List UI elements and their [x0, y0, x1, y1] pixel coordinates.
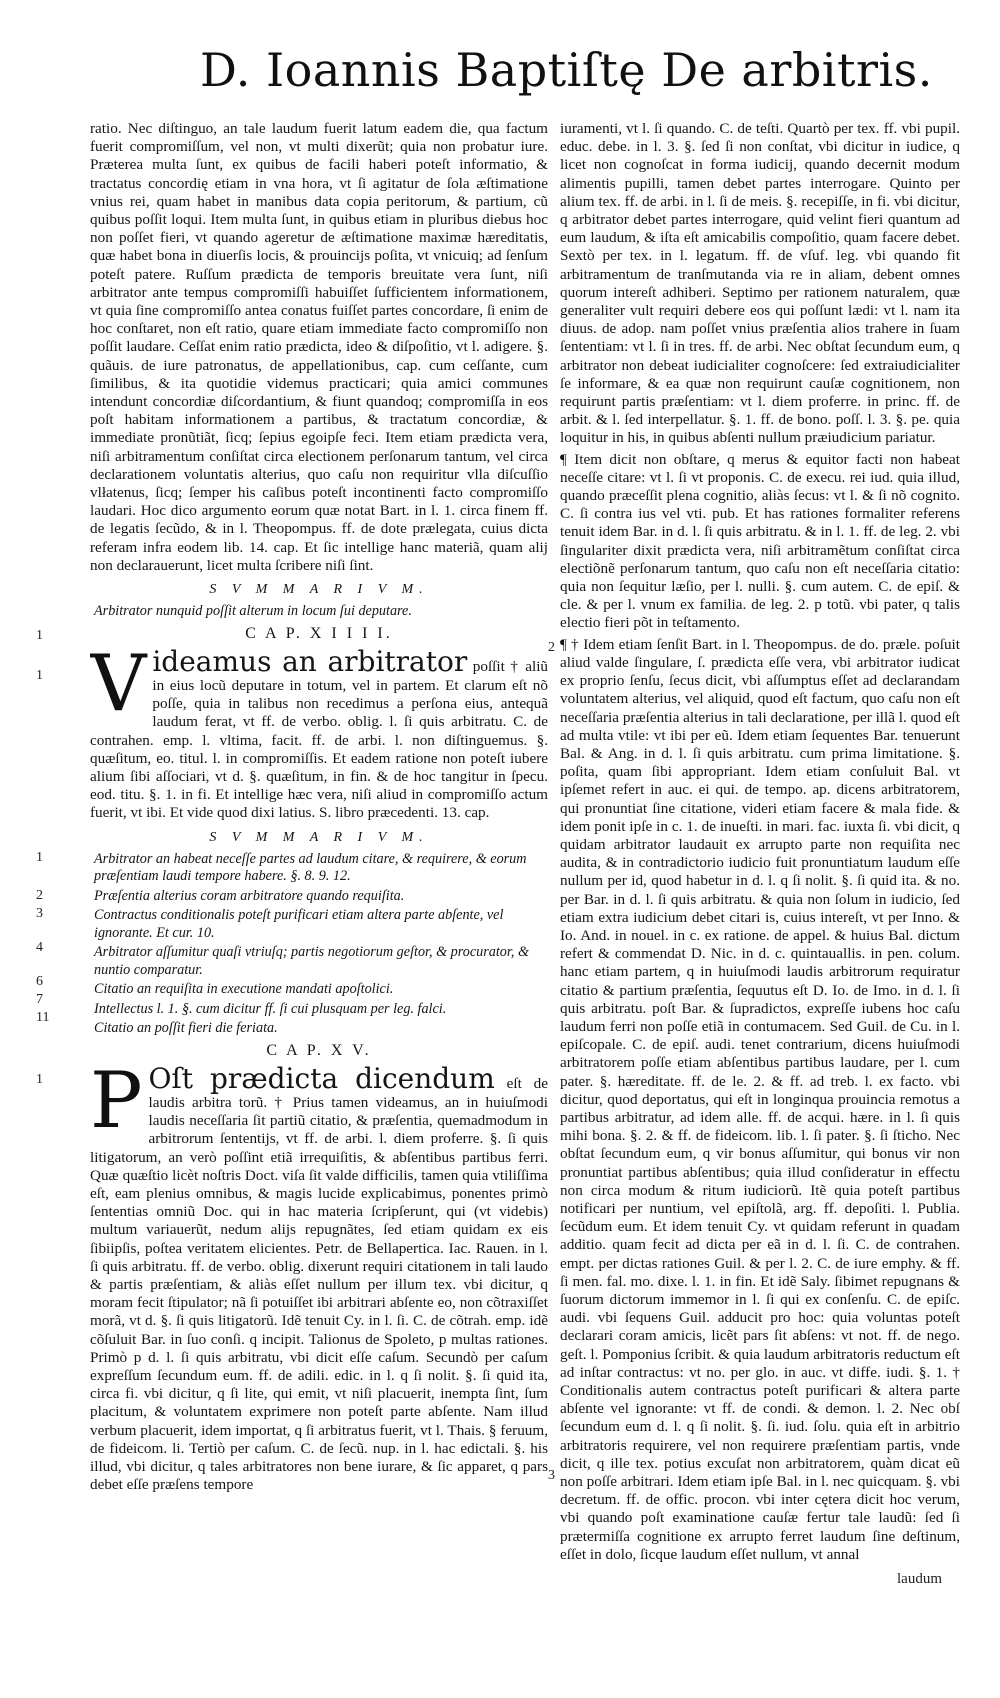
margin-number: 2 [548, 640, 555, 655]
right-column [560, 120, 960, 1695]
summarium-item [90, 944, 548, 979]
opening-words: Oſt prædicta dicendum [148, 1062, 495, 1096]
summarium-item [90, 603, 548, 621]
margin-number: 1 [36, 668, 43, 683]
margin-number: 1 [36, 1072, 43, 1087]
summarium-list [90, 851, 548, 1038]
right-paragraph: ¶ Item dicit non obſtare, q merus & equitor facti non habeat neceſſe citare: vt l. ſi vt proponis. C. de execu. rei iud. quia illud, quando præceſſit plena cognitio, aliàs ſecus: vt l. & ſi nõ cognito. C. ſi contra ius vel vti. pub. Et has rationes formaliter referens tenuit idem Bar. in d. l. ſi quis arbitratu. & in l. 1. ff. de leg. 2. vbi ſingulariter dixit prædicta vera, niſi arbitramẽtum conſiſtat circa electiõnẽ perſonarum tantum, quo caſu non eſt neceſſaria citatio: quia non ſequitur læſio, per l. nulli. §. cum autem. C. de epiſ. & cle. & per l. vnum ex familia. de leg. 2. p totũ. vbi pater, q talis electio fieri põt in teſtamento. [560, 450, 960, 632]
margin-number: 4 [36, 940, 43, 955]
summarium-item-text: Contractus conditionalis poteſt purificari etiam altera parte abſente, vel ignorante. Et cur. 10. [94, 907, 504, 941]
opening-words: ideamus an arbitrator [152, 644, 468, 678]
margin-number: 1 [36, 850, 43, 865]
left-intro-paragraph: ratio. Nec diſtinguo, an tale laudum fuerit latum eadem die, qua factum fuerit compromiſſum, vel non, vt multi dixerũt; quia non probatur iure. Præterea multa ſunt, ex quibus de facili haberi poteſt informatio, & tractatus concordię etiam in vna hora, vt ſi agitatur de ſola æſtimatione vnius rei, quam habet in manibus data copia peritorum, & partium, cũ quibus poſſit loqui. Item multa ſunt, in quibus etiam in pluribus diebus hoc non poſſet fieri, vt quando ageretur de æſtimatione maximæ hæreditatis, quæ habet bona in diuerſis locis, & prouincijs poſita, vt vnicuiq; ad ſenſum poteſt patere. Ruſſum prædicta de temporis breuitate vera ſunt, niſi arbitrator ante tempus compromiſſi habuiſſet ſufficientem informationem, vt quia ſine compromiſſo antea conatus fuiſſet partes concordare, ſi enim de hoc conſtaret, non eſt ratio, quare etiam immediate facto compromiſſo non poſſit laudare. Ceſſat enim ratio prædicta, ideo & diſpoſitio, vt l. adigere. §. quãuis. de iure patronatus, de appellationibus, cap. cum ceſſante, cum ſimilibus, & ita quotidie videmus practicari; quia amici communes intendunt concordiæ diſcordantium, & fiunt quandoq; compromiſſa in eos poſt habitam informationem a partibus, & tractatum concordiæ, & immediate pronũtiãt, ſicq; ſepius egoipſe feci. Item etiam prædicta vera, niſi arbitramentum conſiſtat circa electionem perſonarum tantum, vel circa declarationem voluntatis alterius, quo caſu non requiritur vlla diſcuſſio vlłatenus, ſicq; ſemper his caſibus poteſt incontinenti facto compromiſſo laudari. Hoc dico argumento eorum quæ notat Bart. in l. 1. circa finem ff. de legatis ſecũdo, & in l. Theopompus. ff. de dote prælegata, cuius dicta referam infra eodem lib. 14. cap. Et ſic intellige hanc materiã, quam alij non declarauerunt, licet multa ſcribere niſi ſint. [90, 120, 548, 574]
drop-cap: V [90, 638, 147, 729]
right-paragraph: ¶ † Idem etiam ſenſit Bart. in l. Theopompus. de do. præle. poſuit aliud valde ſingulare, ſ. prædicta eſſe vera, vbi arbitrator iudicat ex proprio ſenſu, ſecus dicit, vbi aſſumptus eſſet ad declarandam voluntatem alterius, vel aliquid, quod eſt factum, quo caſu non eſt neceſſaria præſentia alterius in tali declaratione, per illã l. quod eſt ad multa vtile: vt ibi per eũ. Idem etiam ſequentes Bar. tenuerunt Bal. & Ang. in d. l. ſi quis arbitratu. cum prima limitatione. §. poſita, quam ſibi appropriant. Idem etiam conſuluit Bal. vt ipſemet refert in auc. ei qui. de tempo. ap. dicens arbitratorem, qui pronuntiat ſine citatione, videri etiam facere & mala fide. & idem ponit ipſe in c. 1. de inueſti. in mari. fac. iuxta ſi. vbi dicit, q quidam arbitrator laudauit ex arrupto parte non requiſita nec audita, & in contradictorio iudicio fuit pronuntiatum laudum eſſe nullum per id, quod habetur in d. l. q ſi nolit. §. ſi quid ita. & no. per Bar. in d. l. ſi quis arbitratu. & quia non ſolum in iudicio, ſed etiam extra iudicium debet citari is, cuius intereſt, vt per Inno. & Io. And. in nouel. in c. ex ratione. de appel. & huius Bal. dictum refert & commendat D. Nic. in d. c. quintauallis. in pen. colum. hanc etiam partem, q in huiuſmodi laudis arbitrorum requiratur citatio & partium præſentia, ſequutus eſt D. Io. de Imo. in d. l. ſi quis arbitratu. poſt Bar. & ſupradictos, expreſſe iubens hoc caſu laudum ferri non poſſe etiã in contumacem. Sed Guil. de Cu. in l. epiſcopale. C. de epiſ. audi. tenet contrarium, dicens huiuſmodi arbitratorem poſſe etiam abſentibus partibus laudare, per l. cum pater. §. hæreditate. ff. de le. 2. & ff. ad treb. l. ex facto. vbi dicitur, quod deportatus, qui eſt in longinqua prouincia remotus a partibus arbitratur, ad idem alle. ff. de acqui. hære. in l. ſi quis mihi bona. §. 2. & ff. de fideicom. lib. l. ſi pater. §. ſi ſticho. Nec obſtat ſecundum eum, q vir bonus aſſumitur, qui bonus vir non pronuntiat partibus abſentibus; quia illud conſideratur in effectu non circa modum & ritum iudiciorũ. Itẽ quia poteſt partibus notificari per nuntium, vel epiſtolã, arg. ff. depoſiti. l. Publia. ſecũdum eum. Et idem tenuit Cy. vt quidam referunt in quadam additio. quam fecit ad dicta per eã in d. l. ſi. C. de contrahen. empt. per dictas rationes Guil. & per l. 2. C. de iure emphy. & ff. ſi men. fal. mo. dixe. l. 1. in fin. Et idẽ Saly. ſibimet repugnans & ſuorum dictorum immemor in l. ſi qui ex conſenſu. C. de epiſc. audi. vbi ſequens Guil. adducit pro hoc: quia voluntas poteſt declarari coram amicis, licẽt pars ſit abſens: vt not. ff. de nego. geſt. l. Pomponius ſcribit. & quia laudum arbitratoris reductum eſt ad inſtar contractus: vt no. per glo. in auc. vt diffe. iudi. §. 1. † Conditionalis autem contractus poteſt purificari & altera parte abſente vel ignorante: vt ff. de condi. & demon. l. 2. Nec obſ ſecundum eum d. l. q ſi nolit. §. ſi. iud. ſolu. quia eſt in arbitrio arbitratoris requirere, vel non requirere præſentiam partis, vnde dicit, q ille tex. potius excuſat non arbitratorem, quàm dicat eũ non poſſe arbitrari. Idem etiam ipſe Bal. in l. nec quicquam. §. vbi decretum. ff. de offic. procon. vbi inter cętera dicit hoc verum, vbi quando poſt examinatione cauſæ fertur tale laudũ: ſed ſi prætermiſſa cognitione ex arrupto ferret laudum ſine deſtinum, eſſet in dolo, ſicque laudum eſſet nullum, vt annal [560, 635, 960, 1563]
drop-cap: P [90, 1056, 143, 1147]
margin-number: 7 [36, 992, 43, 1007]
margin-number: 2 [36, 888, 43, 903]
summarium-item-text: Arbitrator nunquid poſſit alterum in locum ſui deputare. [94, 603, 412, 620]
summarium-item [90, 1001, 548, 1019]
catchword: laudum [897, 1571, 942, 1587]
chapter-opening-paragraph [90, 638, 548, 823]
summarium-item-text: Arbitrator an habeat neceſſe partes ad laudum citare, & requirere, & eorum præſentiam laudi tempore habere. §. 8. 9. 12. [94, 850, 527, 885]
margin-number: 6 [36, 974, 43, 989]
margin-number: 11 [36, 1010, 50, 1025]
summarium-heading: S V M M A R I V M. [209, 582, 429, 598]
summarium-item-text: Citatio an requiſita in executione mandati apoſtolici. [94, 981, 394, 998]
summarium-heading: S V M M A R I V M. [209, 829, 429, 845]
summarium-item-text: Arbitrator aſſumitur quaſi vtriuſq; partis negotiorum geſtor, & procurator, & nuntio comparatur. [94, 944, 529, 978]
summarium-item-text: Præſentia alterius coram arbitratore quando requiſita. [94, 887, 405, 904]
running-title: D. Ioannis Baptiſtę De arbitris. [200, 43, 933, 97]
margin-number: 1 [36, 628, 43, 643]
summarium-item [90, 851, 548, 886]
left-column [90, 120, 548, 1650]
summarium-list [90, 603, 548, 621]
summarium-item-text: Intellectus l. 1. §. cum dicitur ff. ſi cui plusquam per leg. falci. [94, 1000, 447, 1017]
summarium-item-text: Citatio an poſſit fieri die feriata. [94, 1020, 278, 1037]
chapter-opening-paragraph [90, 1056, 548, 1494]
summarium-item [90, 888, 548, 906]
right-paragraph: iuramenti, vt l. ſi quando. C. de teſti. Quartò per tex. ff. vbi pupil. educ. debe. in l. 3. §. ſed ſi non conſtat, vbi dicitur in iudice, q licet non cognoſcat in forma iudicij, quando decernit modum alimentis pupilli, tamen debet partes interrogare. Quinto per alium tex. ff. de arbi. in l. ſi de meis. §. recepiſſe, in fi. vbi dicitur, q arbitrator debet partes interrogare, quid velint fieri quantum ad eum laudum, & iſta eſt amicabilis compoſitio, quam facere debet. Sextò per tex. in l. legatum. ff. de vſuf. leg. vbi quando fit arbitramentum de tranſmutanda via re in aliam, debent omnes quorum intereſt adhiberi. Septimo per rationem naturalem, quæ generaliter vult requiri debere eos qui poſſunt lædi: vt l. nam ita diuus. de adop. nam poſſet vnius præſentia alios trahere in ſuam ſententiam: vt l. ſi in tres. ff. de arbi. Nec obſtat ſecundum eum, q arbitrator non debeat iudicialiter cognoſcere: ſed extraiudicialiter ſe informare, & ea quæ non requirunt cauſæ cognitionem, non requirunt partis præſentiam: vt l. diem proferre. in princ. ff. de arbit. & l. ſed interpellatur. §. 1. ff. de bono. poſſ. l. 3. §. pe. quia loquitur in his, in quibus abſenti nullum præiudicium pariatur. [560, 120, 960, 447]
summarium-item [90, 907, 548, 942]
summarium-item [90, 981, 548, 999]
margin-number: 3 [548, 1468, 555, 1483]
chapter-heading: C A P. X I I I I. [245, 624, 393, 642]
margin-number: 3 [36, 906, 43, 921]
summarium-item [90, 1020, 548, 1038]
chapter-heading: C A P. X V. [266, 1041, 372, 1059]
chapter-text: poſſit † aliũ in eius locũ deputare in totum, vel in partem. Et clarum eſt nõ poſſe, quia in talibus non recedimus a perſona eius, antequã laudum ferat, vt ff. de verbo. oblig. l. ſi quis arbitratu. C. de contrahen. emp. l. vltima, facit. ff. de arbi. l. non diſtinguemus. §. quæſitum, eo. titul. l. in compromiſſis. Et eadem ratione non poteſt iubere alium ſibi aſſociari, vt d. §. quæſitum, in fin. & de hoc tangitur in ſpecu. eod. titu. §. 1. in fi. Et intellige hæc vera, niſi aliud in compromiſſo actum fuerit, vt ibi. Et vide quod dixi latius. S. libro præcedenti. 13. cap. [90, 657, 548, 822]
chapter-text: eſt de laudis arbitra torũ. † Prius tamen videamus, an in huiuſmodi laudis neceſſaria ſit partiũ citatio, & præſentia, quemadmodum in arbitrorum ſententijs, vt ff. de arbi. l. diem proferre. §. ſi quis litigatorum, an verò poſſint etiã irrequiſitis, & abſentibus partibus ferri. Quæ quæſtio licèt noſtris Doct. viſa ſit valde difficilis, tamen quia vtiliſſima eſt, eam plenius omnibus, & magis lucide explicabimus, ponentes primò ſententias omniũ Doc. qui in hac materia ſcripſerunt, qui (vt videbis) multum variauerũt, nedum alijs repugnãtes, ſed etiam quidam ex eis ſibiipſis, poſtea veritatem elicientes. Petr. de Bellapertica. Iac. Rauen. in l. ſi quis arbitratu. ff. de verbo. oblig. dixerunt requiri citationem in tali laudo & partis præſentiam, & aliàs eſſet nullum per illum tex. vbi dicitur, q moram fecit ſtipulator; nã ſi potuiſſet ibi arbitrari abſente eo, non cõtraxiſſet morã, vt d. §. ſi quis litigatorũ. Idẽ tenuit Cy. in l. ſi. C. de cõtrah. emp. idẽ cõſuluit Bar. in ſuo conſi. q incipit. Talionus de Spoleto, p multas rationes. Primò p d. l. ſi quis arbitratu, vbi dicit eſſe caſum. Secundò per caſum expreſſum ſecundum eum. ff. de adili. edic. in l. q ſi nolit. §. ſi quid ita, circa fi. vbi dicitur, q ſi lite, qui emit, vt niſi placuerit, inempta ſint, ſum placitum, & voluntatem exprimere non poteſt parte abſente. Nam illud verbum placuerit, idem importat, q ſi arbitratus fuerit, vt l. Thais. § feruum, de fideicom. li. Tertiò per caſum. C. de ſecũ. nup. in l. hac edictali. §. his illud, vbi dicitur, q tales arbitratores non bene iurare, & ſic apparet, q pars debet eſſe præſens tempore [90, 1075, 548, 1494]
